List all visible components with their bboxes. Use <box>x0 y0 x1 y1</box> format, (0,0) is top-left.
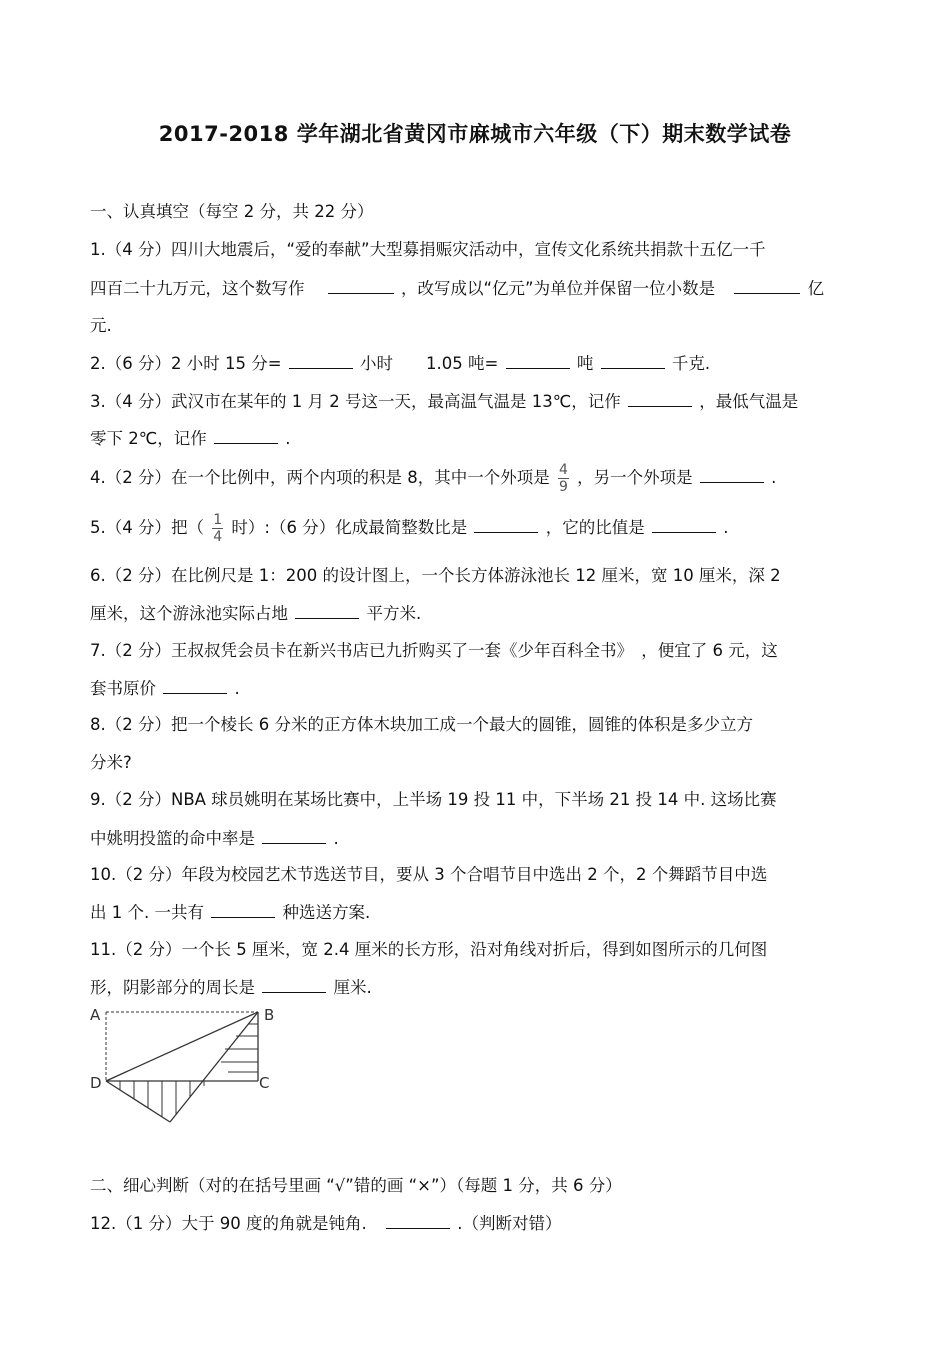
question-6-text: 平方米. <box>366 604 422 623</box>
question-12-text: .（判断对错） <box>457 1214 562 1233</box>
question-5-text: . <box>723 518 729 537</box>
question-11-line-2 <box>90 976 372 999</box>
question-5-text: ，它的比值是 <box>545 518 645 537</box>
label-d: D <box>90 1074 102 1092</box>
answer-blank[interactable] <box>628 390 692 407</box>
question-1-line-1: 1.（4 分）四川大地震后，“爱的奉献”大型募捐赈灾活动中，宣传文化系统共捐款十五亿一千 <box>90 240 766 259</box>
question-9-text: . <box>333 829 339 848</box>
question-7-text: 套书原价 <box>90 679 156 698</box>
question-9-text: 中姚明投篮的命中率是 <box>90 829 255 848</box>
question-3-text: 3.（4 分）武汉市在某年的 1 月 2 号这一天，最高温气温是 13℃，记作 <box>90 392 621 411</box>
question-2-text: 吨 <box>576 354 594 373</box>
fraction-numerator: 4 <box>558 462 568 478</box>
answer-blank[interactable] <box>601 352 665 369</box>
fraction-numerator: 1 <box>213 512 223 528</box>
question-10-text: 种选送方案. <box>282 903 371 922</box>
question-12-text: 12.（1 分）大于 90 度的角就是钝角. <box>90 1214 367 1233</box>
question-1-line-3: 元. <box>90 316 112 335</box>
question-4-text: ，另一个外项是 <box>577 468 693 487</box>
question-7-line-1: 7.（2 分）王叔叔凭会员卡在新兴书店已九折购买了一套《少年百科全书》 ，便宜了 6 元，这 <box>90 641 778 660</box>
answer-blank[interactable] <box>262 976 326 993</box>
answer-blank[interactable] <box>289 352 353 369</box>
section-2-heading: 二、细心判断（对的在括号里画 “√”错的画 “×”）（每题 1 分，共 6 分） <box>90 1176 622 1195</box>
answer-blank[interactable] <box>295 602 359 619</box>
question-1-text: ，改写成以“亿元”为单位并保留一位小数是 <box>401 279 716 298</box>
question-3-text: . <box>285 429 291 448</box>
question-7-text: . <box>234 679 240 698</box>
question-3-line-2 <box>90 427 291 450</box>
answer-blank[interactable] <box>506 352 570 369</box>
label-a: A <box>90 1006 101 1024</box>
question-11-line-1: 11.（2 分）一个长 5 厘米，宽 2.4 厘米的长方形，沿对角线对折后，得到如图所示的几何图 <box>90 940 768 959</box>
page-title: 2017-2018 学年湖北省黄冈市麻城市六年级（下）期末数学试卷 <box>158 122 792 146</box>
section-1-heading: 一、认真填空（每空 2 分，共 22 分） <box>90 202 374 221</box>
question-2-text: 千克. <box>671 354 711 373</box>
question-11-text: 形，阴影部分的周长是 <box>90 978 255 997</box>
fraction <box>558 462 569 495</box>
question-7-line-2 <box>90 677 240 700</box>
shading-lower <box>120 1081 204 1117</box>
question-10-text: 出 1 个. 一共有 <box>90 903 204 922</box>
question-8-line-1: 8.（2 分）把一个棱长 6 分米的正方体木块加工成一个最大的圆锥，圆锥的体积是多少立方 <box>90 715 753 734</box>
question-2 <box>90 352 710 375</box>
question-4-text: 4.（2 分）在一个比例中，两个内项的积是 8，其中一个外项是 <box>90 468 550 487</box>
question-6-text: 厘米，这个游泳池实际占地 <box>90 604 288 623</box>
answer-blank[interactable] <box>386 1212 450 1229</box>
question-3-text: 零下 2℃，记作 <box>90 429 207 448</box>
question-5-text: 时）:（6 分）化成最简整数比是 <box>231 518 468 537</box>
question-4 <box>90 460 776 496</box>
question-5 <box>90 510 728 546</box>
answer-blank[interactable] <box>262 827 326 844</box>
answer-blank[interactable] <box>474 516 538 533</box>
question-3-text: ，最低气温是 <box>699 392 799 411</box>
question-10-line-1: 10.（2 分）年段为校园艺术节选送节目，要从 3 个合唱节目中选出 2 个，2 个舞蹈节目中选 <box>90 865 768 884</box>
shading-upper <box>221 1024 258 1072</box>
diagonal-db <box>106 1012 258 1081</box>
answer-blank[interactable] <box>652 516 716 533</box>
question-12 <box>90 1212 561 1235</box>
fraction-denominator: 4 <box>213 529 223 545</box>
question-11-text: 厘米. <box>333 978 372 997</box>
label-c: C <box>259 1074 270 1092</box>
answer-blank[interactable] <box>163 677 227 694</box>
answer-blank[interactable] <box>328 277 394 294</box>
question-1-text: 四百二十九万元，这个数写作 <box>90 279 305 298</box>
question-5-text: 5.（4 分）把（ <box>90 518 204 537</box>
question-9-line-2 <box>90 827 339 850</box>
question-3-line-1 <box>90 390 798 413</box>
fraction-denominator: 9 <box>558 479 568 495</box>
folded-edge-1 <box>106 1081 170 1122</box>
question-2-text: 小时 1.05 吨= <box>360 354 499 373</box>
folded-edge-2 <box>170 1012 258 1122</box>
folded-rectangle-figure <box>88 1002 298 1126</box>
question-1-text: 亿 <box>807 279 825 298</box>
question-1-line-2 <box>90 277 824 300</box>
question-9-line-1: 9.（2 分）NBA 球员姚明在某场比赛中，上半场 19 投 11 中，下半场 21 投 14 中. 这场比赛 <box>90 790 777 809</box>
answer-blank[interactable] <box>211 901 275 918</box>
question-8-line-2: 分米? <box>90 753 132 772</box>
question-4-text: . <box>771 468 777 487</box>
label-b: B <box>264 1006 275 1024</box>
answer-blank[interactable] <box>700 466 764 483</box>
answer-blank[interactable] <box>734 277 800 294</box>
question-2-text: 2.（6 分）2 小时 15 分= <box>90 354 282 373</box>
question-6-line-2 <box>90 602 421 625</box>
question-10-line-2 <box>90 901 370 924</box>
answer-blank[interactable] <box>214 427 278 444</box>
fraction <box>212 512 223 545</box>
question-6-line-1: 6.（2 分）在比例尺是 1：200 的设计图上，一个长方体游泳池长 12 厘米，宽 10 厘米，深 2 <box>90 566 781 585</box>
